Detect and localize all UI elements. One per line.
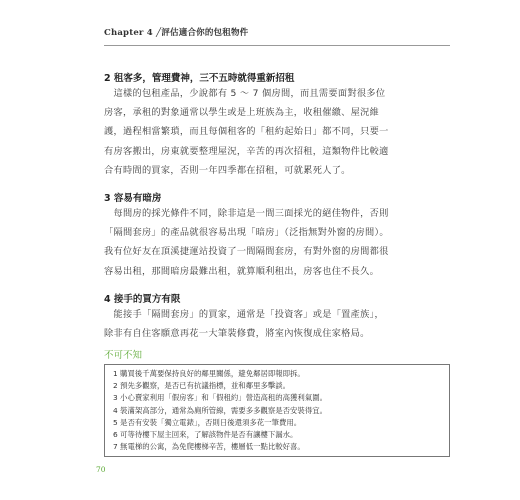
tip-item: 5 是否有安裝「獨立電錶」，否則日後還須多花一筆費用。	[113, 417, 302, 427]
body-line: 我有位好友在頂溪捷運站投資了一間隔間套房，有對外窗的房間都很	[104, 246, 389, 258]
section-body-2	[104, 84, 450, 180]
body-line: 除非有自住客願意再花一大筆裝修費，將室內恢復成住家格局。	[104, 328, 370, 340]
body-line: 「隔間套房」的產品就很容易出現「暗房」（泛指無對外窗的房間）。	[104, 227, 389, 239]
body-line: 合有時間的買家，否則一年四季都在招租，可就累死人了。	[104, 164, 351, 176]
section-title-2: 2 租客多，管理費神，三不五時就得重新招租	[104, 73, 295, 84]
tip-item: 6 可等待樓下屋主回來，了解該物件是否有讓樓下漏水。	[113, 430, 298, 440]
tips-label: 不可不知	[104, 350, 143, 361]
header-divider	[104, 45, 450, 46]
body-line: 容易出租，那間暗房最難出租，就算順利租出，房客也住不長久。	[104, 265, 380, 277]
body-line: 能接手「隔間套房」的買家，通常是「投資客」或是「置產族」，	[104, 309, 385, 320]
body-line: 房客，承租的對象通常以學生或是上班族為主，收租催繳、屋況維	[104, 107, 380, 119]
page-number: 70	[96, 465, 106, 474]
tips-box	[104, 364, 450, 457]
tip-item: 7 無電梯的公寓，為免爬樓梯辛苦，樓層低一點比較好喜。	[113, 442, 305, 452]
tip-item: 3 小心賣家利用「假房客」和「假租約」營造高租的高獲利氣圍。	[113, 393, 327, 403]
running-header: Chapter 4 ╱評估適合你的包租物件	[104, 28, 249, 38]
body-line: 護，過程相當繁瑣，而且每個租客的「租約起始日」都不同，只要一	[104, 126, 389, 138]
body-line: 這樣的包租產品，少說都有 5 ～ 7 個房間，而且需要面對很多位	[104, 88, 386, 99]
section-title-4: 4 接手的買方有限	[104, 294, 181, 305]
body-line: 有房客搬出，房東就要整理屋況，辛苦的再次招租，這類物件比較適	[104, 145, 389, 157]
section-body-4	[104, 305, 450, 343]
body-line: 每間房的採光條件不同，除非這是一間三面採光的絕佳物件，否則	[104, 208, 389, 219]
tip-item: 1 購買後千萬要保持良好的鄰里關係，避免鄰居即報即拆。	[113, 369, 305, 378]
section-title-3: 3 容易有暗房	[104, 193, 162, 204]
section-body-3	[104, 204, 450, 281]
tip-item: 2 預先多觀察，是否已有抗議指標，並和鄰里多擊談。	[113, 381, 291, 391]
tip-item: 4 裝滿架高部分，通常為廁所管線，需要多多觀察是否安裝得宜。	[113, 405, 327, 415]
